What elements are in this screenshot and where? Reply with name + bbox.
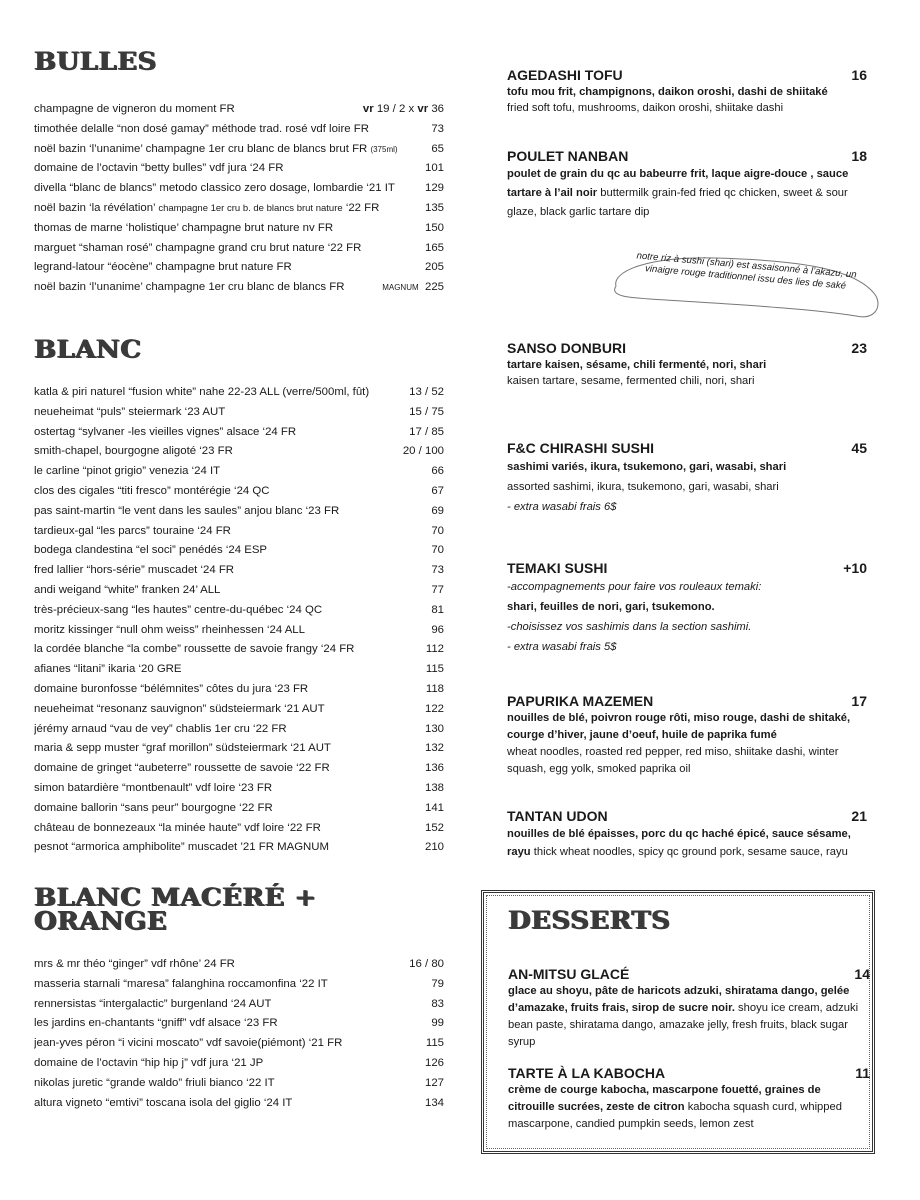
wine-row — [34, 779, 444, 799]
dish-desc-en: thick wheat noodles, spicy qc ground pork, sesame sauce, rayu — [530, 846, 848, 858]
dish-name: F&C CHIRASHI SUSHI — [507, 440, 655, 456]
wine-price: 126 — [424, 1057, 444, 1070]
wine-price: 20 / 100 — [402, 445, 444, 458]
dish-desc-fr: tofu mou frit, champignons, daikon oroshi, dashi de shiitaké — [507, 86, 828, 98]
wine-name: andi weigand “white” franken 24’ ALL — [34, 583, 221, 596]
wine-row — [34, 739, 444, 759]
wine-name: noël bazin ‘la révélation’ champagne 1er cru b. de blancs brut nature ‘22 FR — [34, 201, 380, 214]
dish-desc-fr: crème de courge kabocha, mascarpone fouetté, graines de citrouille sucrées, zeste de citron — [508, 1084, 821, 1113]
wine-name: pas saint-martin “le vent dans les saules” anjou blanc ‘23 FR — [34, 504, 340, 517]
wine-price: 132 — [424, 742, 444, 755]
shari-note — [606, 250, 884, 322]
dish-price: 23 — [851, 340, 867, 356]
wine-row — [34, 799, 444, 819]
wine-price: 122 — [424, 702, 444, 715]
dish-desc-fr: sashimi variés, ikura, tsukemono, gari, wasabi, shari — [507, 461, 787, 473]
dish-desc-en: wheat noodles, roasted red pepper, red miso, shiitake dashi, winter squash, egg yolk, smoked paprika oil — [507, 746, 839, 775]
wine-name: timothée delalle “non dosé gamay” méthode trad. rosé vdf loire FR — [34, 122, 369, 135]
wine-name: maria & sepp muster “graf morillon” südsteiermark ‘21 AUT — [34, 742, 331, 755]
wine-price: 73 — [431, 122, 444, 135]
wine-price: 210 — [424, 841, 444, 854]
wine-price: 69 — [431, 504, 444, 517]
wine-row — [34, 720, 444, 740]
wine-price: 13 / 52 — [409, 385, 444, 398]
section-title-bulles: BULLES — [34, 48, 157, 76]
wine-row — [34, 1034, 444, 1054]
wine-row — [34, 1054, 444, 1074]
wine-price: 66 — [431, 465, 444, 478]
wine-name: masseria starnali “maresa” falanghina roccamonfina ‘22 IT — [34, 977, 328, 990]
wine-price: 152 — [424, 821, 444, 834]
dish-extra: - extra wasabi frais 6$ — [507, 501, 617, 513]
dish-desc-fr: nouilles de blé, poivron rouge rôti, miso rouge, dashi de shitaké, courge d’hiver, jaune d’oeuf, huile de paprika fumé — [507, 712, 851, 741]
wine-price: MAGNUM 225 — [382, 281, 444, 294]
wine-name: jérémy arnaud “vau de vey” chablis 1er cru ‘22 FR — [34, 722, 287, 735]
wine-name: legrand-latour “éocène” champagne brut nature FR — [34, 261, 292, 274]
wine-name: pesnot “armorica amphibolite” muscadet ’21 FR MAGNUM — [34, 841, 329, 854]
wine-row — [34, 581, 444, 601]
dish-price: 45 — [851, 440, 867, 456]
wine-price: 67 — [431, 484, 444, 497]
dish-tantan-udon — [507, 807, 867, 861]
wine-list-blanc-macere — [34, 955, 444, 1113]
wine-column — [34, 50, 444, 1113]
wine-price: 141 — [424, 801, 444, 814]
wine-row — [34, 383, 444, 403]
dish-agedashi-tofu — [507, 66, 867, 116]
dish-name: AGEDASHI TOFU — [507, 67, 623, 83]
dish-desc-en: fried soft tofu, mushrooms, daikon oroshi, shiitake dashi — [507, 102, 784, 114]
wine-name: mrs & mr théo “ginger” vdf rhône’ 24 FR — [34, 958, 235, 971]
dish-name: POULET NANBAN — [507, 148, 629, 164]
dish-chirashi-sushi — [507, 439, 867, 517]
wine-price: 79 — [431, 977, 444, 990]
wine-name: thomas de marne ‘holistique’ champagne brut nature nv FR — [34, 221, 334, 234]
wine-name: tardieux-gal “les parcs” touraine ‘24 FR — [34, 524, 231, 537]
wine-row — [34, 219, 444, 239]
wine-row — [34, 640, 444, 660]
wine-row — [34, 522, 444, 542]
wine-name: jean-yves péron “i vicini moscato” vdf savoie(piémont) ‘21 FR — [34, 1037, 343, 1050]
wine-name: ostertag “sylvaner -les vieilles vignes” alsace ‘24 FR — [34, 425, 297, 438]
wine-price: 96 — [431, 623, 444, 636]
wine-name: rennersistas “intergalactic” burgenland ‘24 AUT — [34, 997, 272, 1010]
wine-price: 130 — [424, 722, 444, 735]
dish-papurika-mazemen — [507, 692, 867, 778]
wine-name: domaine ballorin “sans peur” bourgogne ‘22 FR — [34, 801, 273, 814]
wine-price: 99 — [431, 1017, 444, 1030]
dish-line: -choisissez vos sashimis dans la section sashimi. — [507, 621, 752, 633]
wine-name: noël bazin ‘l’unanime’ champagne 1er cru blanc de blancs FR — [34, 281, 345, 294]
dish-price: 11 — [855, 1065, 870, 1081]
wine-row — [34, 601, 444, 621]
wine-row — [34, 423, 444, 443]
wine-price: 115 — [425, 663, 444, 676]
dish-price: 16 — [851, 67, 867, 83]
wine-name: smith-chapel, bourgogne aligoté ‘23 FR — [34, 445, 233, 458]
wine-price: 70 — [431, 524, 444, 537]
wine-row — [34, 278, 444, 298]
dish-desc-en: kabocha squash curd, whipped mascarpone, candied pumpkin seeds, lemon zest — [508, 1101, 842, 1130]
dish-sanso-donburi — [507, 339, 867, 389]
section-title-blanc: BLANC — [34, 336, 142, 364]
wine-name: domaine de gringet “aubeterre” roussette de savoie ‘22 FR — [34, 762, 330, 775]
dish-desc-fr: tartare kaisen, sésame, chili fermenté, nori, shari — [507, 359, 767, 371]
wine-price: 65 — [431, 142, 444, 155]
wine-row — [34, 700, 444, 720]
dish-line: -accompagnements pour faire vos rouleaux temaki: — [507, 581, 762, 593]
wine-price: 134 — [424, 1096, 444, 1109]
wine-name: domaine de l’octavin “hip hip j” vdf jura ‘21 JP — [34, 1057, 264, 1070]
wine-row — [34, 561, 444, 581]
wine-price: 16 / 80 — [409, 958, 444, 971]
wine-price: 17 / 85 — [409, 425, 444, 438]
dish-price: 14 — [854, 966, 870, 982]
wine-row — [34, 258, 444, 278]
wine-name: domaine de l’octavin “betty bulles” vdf jura ‘24 FR — [34, 162, 284, 175]
wine-row — [34, 502, 444, 522]
wine-name: simon batardière “montbenault” vdf loire ‘23 FR — [34, 781, 273, 794]
wine-price: 73 — [431, 564, 444, 577]
section-title-blanc-macere: BLANC MACÉRÉ + ORANGE — [34, 884, 317, 936]
wine-row — [34, 838, 444, 858]
wine-row — [34, 541, 444, 561]
dish-desc-en: assorted sashimi, ikura, tsukemono, gari, wasabi, shari — [507, 481, 779, 493]
wine-row — [34, 120, 444, 140]
wine-row — [34, 1014, 444, 1034]
desserts-box — [481, 890, 875, 1154]
note-text: notre riz à sushi (shari) est assaisonné à l’akazu, un vinaigre rouge traditionnel issu des lies de saké — [636, 250, 858, 292]
wine-row — [34, 199, 444, 219]
wine-name: clos des cigales “titi fresco” montérégie ‘24 QC — [34, 484, 270, 497]
wine-name: marguet “shaman rosé” champagne grand cru brut nature ‘22 FR — [34, 241, 362, 254]
wine-price: 81 — [431, 603, 444, 616]
wine-name: très-précieux-sang “les hautes” centre-du-québec ‘24 QC — [34, 603, 323, 616]
wine-name: katla & piri naturel “fusion white” nahe 22-23 ALL (verre/500ml, fût) — [34, 385, 370, 398]
wine-name: afianes “litani” ikaria ‘20 GRE — [34, 663, 182, 676]
dish-name: TARTE À LA KABOCHA — [508, 1065, 666, 1081]
wine-price: 129 — [424, 182, 444, 195]
wine-price: 150 — [424, 221, 444, 234]
wine-name: le carline “pinot grigio” venezia ‘24 IT — [34, 465, 221, 478]
dish-desc-fr: glace au shoyu, pâte de haricots adzuki, shiratama dango, gelée d’amazake, fruits frais, sirop de sucre noir. — [508, 985, 850, 1014]
wine-name: neueheimat “resonanz sauvignon” südsteiermark ‘21 AUT — [34, 702, 325, 715]
wine-price: 127 — [424, 1076, 444, 1089]
dish-desc-en: kaisen tartare, sesame, fermented chili, nori, shari — [507, 375, 755, 387]
wine-list-blanc — [34, 383, 444, 858]
wine-row — [34, 1074, 444, 1094]
wine-price: 165 — [424, 241, 444, 254]
dish-desc-fr: poulet de grain du qc au babeurre frit, laque aigre-douce , sauce tartare à l’ail noir — [507, 168, 849, 199]
dish-name: AN-MITSU GLACÉ — [508, 966, 630, 982]
wine-price: 77 — [431, 583, 444, 596]
wine-row — [34, 759, 444, 779]
wine-row — [34, 100, 444, 120]
dish-tarte-kabocha — [508, 1064, 870, 1133]
wine-row — [34, 239, 444, 259]
wine-row — [34, 975, 444, 995]
wine-name: bodega clandestina “el soci” penédés ‘24 ESP — [34, 544, 268, 557]
dish-price: 21 — [851, 808, 867, 824]
wine-price: 70 — [431, 544, 444, 557]
wine-row — [34, 621, 444, 641]
dish-line: shari, feuilles de nori, gari, tsukemono. — [507, 601, 715, 613]
wine-row — [34, 660, 444, 680]
wine-price: 115 — [425, 1037, 444, 1050]
dish-poulet-nanban — [507, 147, 867, 222]
dish-extra: - extra wasabi frais 5$ — [507, 641, 617, 653]
wine-name: fred lallier “hors-série” muscadet ‘24 FR — [34, 564, 235, 577]
wine-row — [34, 159, 444, 179]
section-title-desserts: DESSERTS — [508, 907, 671, 935]
wine-price: 135 — [424, 201, 444, 214]
wine-price: 112 — [425, 643, 444, 656]
wine-price: 138 — [424, 781, 444, 794]
dish-name: PAPURIKA MAZEMEN — [507, 693, 654, 709]
dish-price: +10 — [843, 560, 867, 576]
dish-name: TEMAKI SUSHI — [507, 560, 608, 576]
dish-price: 18 — [851, 148, 867, 164]
dish-desc-en: buttermilk grain-fed fried qc chicken, sweet & sour glaze, black garlic tartare dip — [507, 187, 848, 218]
wine-price: 136 — [424, 762, 444, 775]
wine-price: vr 19 / 2 x vr 36 — [362, 103, 444, 115]
wine-name: altura vigneto “emtivi” toscana isola del giglio ‘24 IT — [34, 1096, 293, 1109]
wine-price: 83 — [431, 997, 444, 1010]
wine-price: 101 — [424, 162, 444, 175]
wine-row — [34, 1094, 444, 1114]
wine-price: 205 — [424, 261, 444, 274]
wine-row — [34, 819, 444, 839]
dish-temaki-sushi — [507, 559, 867, 657]
dish-desc-fr: nouilles de blé épaisses, porc du qc haché épicé, sauce sésame, rayu — [507, 828, 851, 858]
wine-row — [34, 995, 444, 1015]
wine-name: moritz kissinger “null ohm weiss” rheinhessen ‘24 ALL — [34, 623, 305, 636]
wine-name: château de bonnezeaux “la minée haute” vdf loire ‘22 FR — [34, 821, 321, 834]
dish-desc-en: shoyu ice cream, adzuki bean paste, shiratama dango, amazake jelly, fresh fruits, black sugar syrup — [508, 1002, 859, 1048]
wine-name: nikolas juretic “grande waldo” friuli bianco ‘22 IT — [34, 1076, 275, 1089]
wine-row — [34, 140, 444, 160]
wine-list-bulles — [34, 100, 444, 298]
wine-row — [34, 680, 444, 700]
wine-name: champagne de vigneron du moment FR — [34, 103, 235, 115]
wine-name: domaine buronfosse “bélémnites” côtes du jura ‘23 FR — [34, 682, 309, 695]
wine-name: noël bazin ‘l’unanime’ champagne 1er cru blanc de blancs brut FR (375ml) — [34, 142, 398, 155]
wine-row — [34, 403, 444, 423]
wine-row — [34, 482, 444, 502]
wine-name: divella “blanc de blancs” metodo classico zero dosage, lombardie ‘21 IT — [34, 182, 395, 195]
dish-name: SANSO DONBURI — [507, 340, 627, 356]
wine-row — [34, 179, 444, 199]
wine-name: neueheimat “puls” steiermark ‘23 AUT — [34, 405, 226, 418]
wine-price: 118 — [425, 682, 444, 695]
wine-name: la cordée blanche “la combe” roussette de savoie frangy ‘24 FR — [34, 643, 355, 656]
dish-an-mitsu-glace — [508, 965, 870, 1051]
dish-price: 17 — [851, 693, 867, 709]
wine-row — [34, 442, 444, 462]
dish-name: TANTAN UDON — [507, 808, 608, 824]
wine-name: les jardins en-chantants “gniff” vdf alsace ‘23 FR — [34, 1017, 278, 1030]
wine-row — [34, 462, 444, 482]
wine-price: 15 / 75 — [409, 405, 444, 418]
wine-row — [34, 955, 444, 975]
